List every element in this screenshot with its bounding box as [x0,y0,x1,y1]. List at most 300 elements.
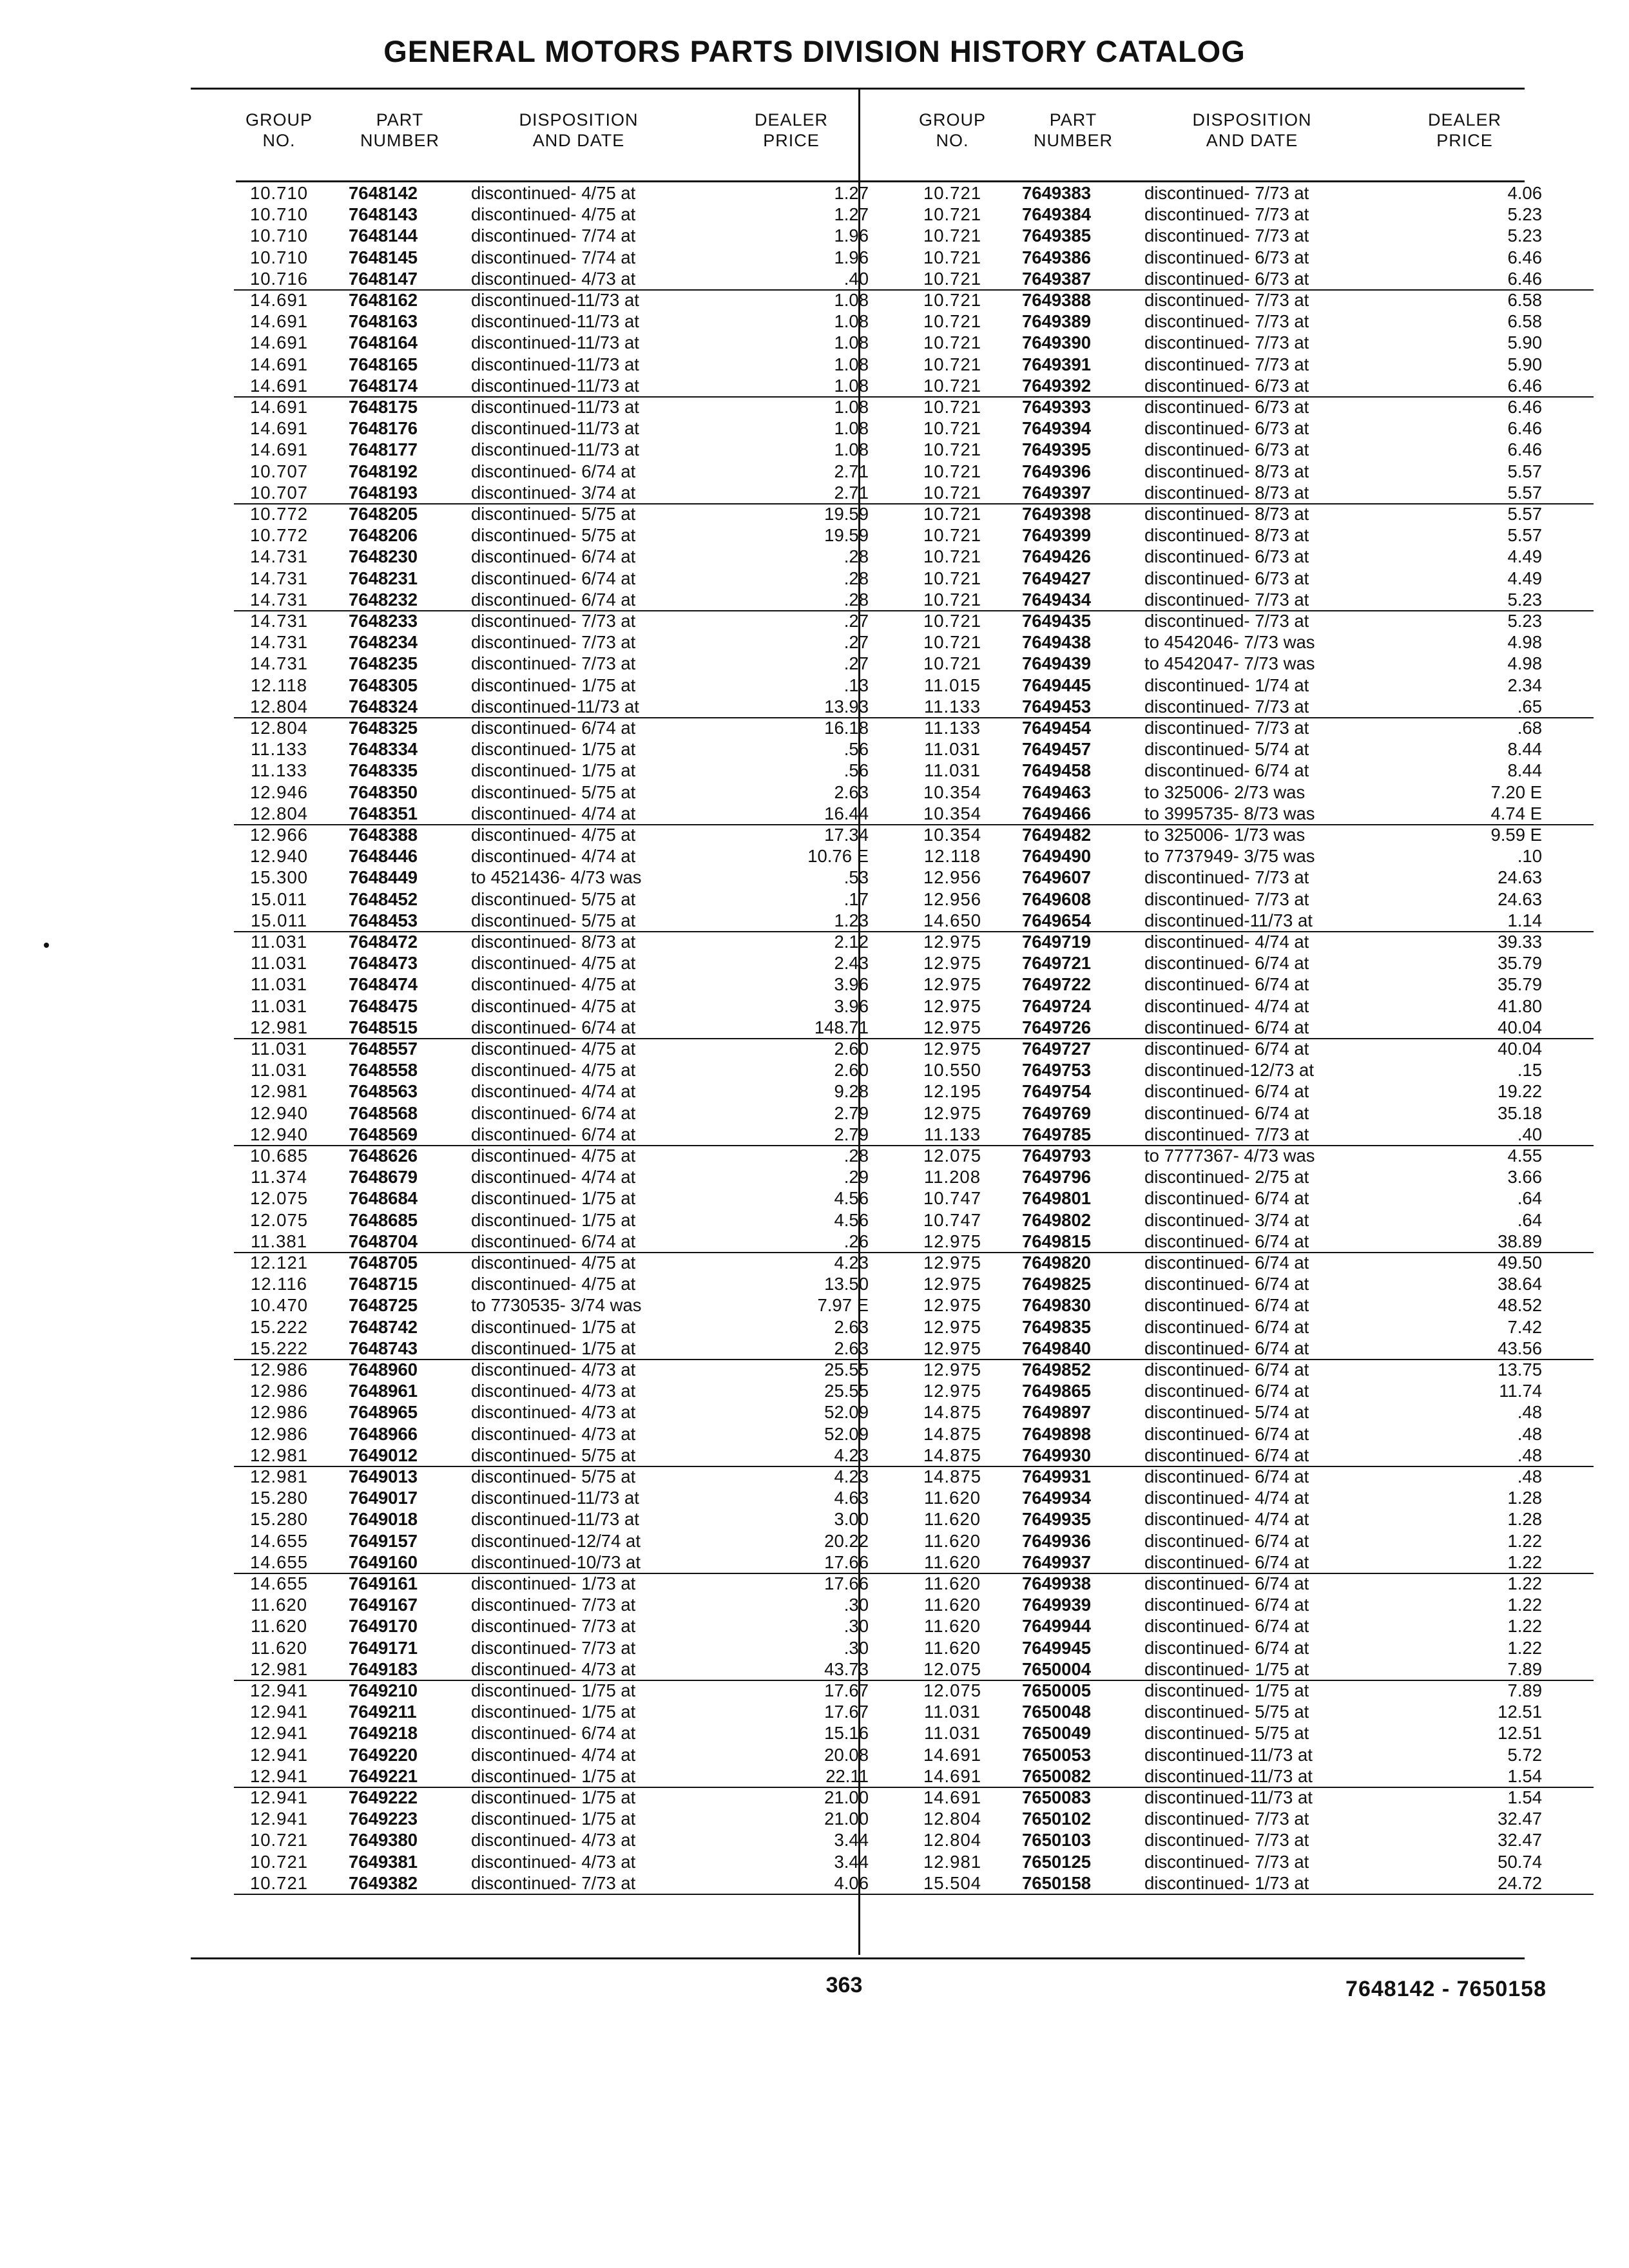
part-number: 7649830 [1022,1295,1092,1316]
disposition: discontinued- 7/73 at [1144,1851,1309,1872]
part-number: 7649210 [349,1680,418,1700]
disposition: discontinued- 5/75 at [1144,1723,1309,1744]
disposition: discontinued-11/73 at [1144,910,1313,930]
group-no: 14.875 [923,1402,982,1423]
disposition: discontinued- 6/74 at [1144,1595,1309,1615]
part-number: 7649160 [349,1552,418,1572]
dealer-price: 40.04 [1498,1039,1542,1059]
group-no: 15.300 [249,867,309,888]
table-row [907,653,1594,674]
table-row [234,1338,920,1360]
part-number: 7648474 [349,974,418,995]
disposition: discontinued- 1/75 at [471,760,636,781]
disposition: discontinued-11/73 at [471,439,639,460]
part-number: 7648206 [349,525,418,546]
part-header [347,110,453,151]
disposition: discontinued- 7/73 at [471,1616,636,1637]
disposition: discontinued- 5/75 at [1144,1702,1309,1722]
group-no: 12.975 [923,974,982,995]
disposition: discontinued- 6/74 at [1144,1445,1309,1465]
dealer-price: 35.79 [1498,974,1542,995]
table-row [907,1872,1594,1895]
disposition: discontinued-11/73 at [471,332,639,353]
table-row [234,1423,920,1445]
table-row [907,760,1594,781]
group-no: 10.716 [249,268,309,289]
disposition: discontinued- 7/73 at [1144,204,1309,225]
group-no: 14.691 [249,375,309,396]
price-header [727,110,856,151]
dealer-price: 4.49 [1507,568,1542,588]
part-number: 7649840 [1022,1338,1092,1358]
table-row [234,1765,920,1788]
part-number: 7648324 [349,696,418,716]
disposition: discontinued- 6/74 at [471,461,636,481]
dealer-price: 49.50 [1498,1253,1542,1273]
dealer-price: 5.57 [1507,504,1542,524]
dealer-price: 1.27 [834,183,869,203]
group-no: 10.721 [923,204,982,225]
dealer-price: 2.63 [834,782,869,802]
dealer-price: 4.49 [1507,546,1542,567]
table-row [234,1658,920,1681]
disposition: discontinued-11/73 at [1144,1744,1313,1765]
margin-dot [44,943,49,948]
table-row [907,1380,1594,1401]
table-row [907,1187,1594,1209]
dealer-price: 2.43 [834,953,869,974]
group-no: 10.721 [249,1872,309,1893]
dealer-price: 7.42 [1507,1316,1542,1337]
table-row [907,610,1594,631]
table-row [234,1145,920,1166]
part-number: 7649930 [1022,1445,1092,1465]
group-no: 11.031 [250,1039,308,1059]
disposition: discontinued- 6/74 at [1144,1466,1309,1486]
group-no: 10.721 [923,439,982,460]
part-number: 7649722 [1022,974,1092,995]
part-number: 7649466 [1022,803,1092,823]
part-number: 7648704 [349,1231,418,1251]
group-no: 12.981 [249,1081,309,1102]
group-no: 10.721 [923,226,982,246]
group-no: 11.374 [250,1167,308,1187]
dealer-price: 17.34 [824,825,869,845]
disposition: discontinued- 1/75 at [471,1209,636,1230]
part-number: 7648192 [349,461,418,481]
disposition-header-line2: AND DATE [532,131,625,150]
disposition: discontinued- 6/74 at [1144,1017,1309,1037]
group-header-line1: GROUP [245,110,313,130]
table-row [234,803,920,825]
disposition: discontinued- 4/74 at [1144,995,1309,1016]
dealer-price: 8.44 [1507,760,1542,781]
part-number: 7648453 [349,910,418,930]
table-row [907,1573,1594,1594]
disposition: discontinued- 5/75 at [471,782,636,802]
dealer-price: .48 [1517,1466,1542,1486]
group-no: 11.620 [923,1488,981,1508]
part-number: 7648743 [349,1338,418,1358]
part-number: 7649608 [1022,889,1092,909]
dealer-price: 32.47 [1498,1809,1542,1829]
part-number: 7649793 [1022,1146,1092,1166]
disposition: to 325006- 1/73 was [1144,825,1306,845]
part-number: 7649852 [1022,1360,1092,1379]
part-number: 7648558 [349,1060,418,1081]
disposition: discontinued- 7/73 at [1144,718,1309,738]
group-no: 12.075 [249,1209,309,1230]
part-number: 7648563 [349,1081,418,1102]
group-no: 14.691 [249,290,309,310]
disposition: discontinued- 6/73 at [1144,397,1309,417]
disposition: discontinued- 1/73 at [1144,1872,1309,1893]
disposition: discontinued- 4/73 at [471,268,636,289]
disposition: discontinued- 6/74 at [1144,1081,1309,1102]
dealer-price: 2.71 [834,482,869,503]
part-number: 7648334 [349,739,418,760]
part-number: 7650048 [1022,1702,1092,1722]
part-number: 7649393 [1022,397,1092,417]
group-no: 12.981 [923,1851,982,1872]
dealer-price: 2.34 [1507,675,1542,695]
table-row [234,1680,920,1701]
disposition: discontinued- 6/74 at [1144,1316,1309,1337]
disposition: discontinued- 6/74 at [471,1017,636,1037]
part-number: 7649183 [349,1658,418,1679]
part-number: 7648175 [349,397,418,417]
dealer-price: 6.46 [1507,268,1542,289]
dealer-price: 41.80 [1498,995,1542,1016]
dealer-price: .56 [843,739,869,760]
dealer-price: .30 [843,1637,869,1658]
table-row [234,1252,920,1273]
disposition: discontinued- 3/74 at [1144,1209,1309,1230]
part-number: 7649802 [1022,1209,1092,1230]
part-number: 7648144 [349,226,418,246]
group-no: 15.280 [249,1488,309,1508]
catalog-title: GENERAL MOTORS PARTS DIVISION HISTORY CATALOG [383,34,1246,68]
part-number: 7649898 [1022,1423,1092,1444]
dealer-price: 21.00 [824,1787,869,1807]
part-number: 7648233 [349,611,418,631]
table-row [234,1059,920,1081]
disposition: discontinued- 6/74 at [1144,1530,1309,1551]
disposition: discontinued- 6/74 at [471,1231,636,1251]
dealer-price: 4.23 [834,1466,869,1486]
group-no: 12.975 [923,1253,982,1273]
part-number: 7650102 [1022,1809,1092,1829]
price-header-line1: DEALER [754,110,829,130]
part-number: 7648569 [349,1124,418,1144]
table-row [907,568,1594,589]
disposition: discontinued- 5/74 at [1144,739,1309,760]
table-row [907,1423,1594,1445]
disposition: discontinued- 5/75 at [471,1466,636,1486]
disposition: discontinued-12/73 at [1144,1060,1314,1081]
dealer-price: 3.66 [1507,1167,1542,1187]
part-number: 7648568 [349,1102,418,1123]
dealer-price: 1.08 [834,332,869,353]
part-number: 7649388 [1022,290,1092,310]
table-row [234,524,920,546]
part-number: 7649454 [1022,718,1092,738]
table-row [234,1380,920,1401]
table-row [907,1338,1594,1360]
table-row [907,1102,1594,1124]
part-header-line2: NUMBER [1033,131,1113,150]
disposition: discontinued- 4/75 at [471,974,636,995]
part-number: 7648164 [349,332,418,353]
dealer-price: 9.59 E [1490,825,1542,845]
part-number: 7648725 [349,1295,418,1316]
part-number: 7649934 [1022,1488,1092,1508]
table-row [234,1294,920,1316]
group-no: 14.691 [249,332,309,353]
table-row [907,1787,1594,1808]
table-row [907,1273,1594,1294]
table-row [907,717,1594,738]
part-number: 7650004 [1022,1658,1092,1679]
part-number: 7648165 [349,354,418,374]
part-number: 7649387 [1022,268,1092,289]
table-row [907,1722,1594,1744]
dealer-price: .17 [843,889,869,909]
dealer-price: 5.23 [1507,611,1542,631]
dealer-price: 5.57 [1507,482,1542,503]
disposition: discontinued- 4/74 at [471,1744,636,1765]
part-number: 7648335 [349,760,418,781]
part-range: 7648142 - 7650158 [1345,1977,1547,2001]
table-row [907,1487,1594,1508]
disposition: discontinued- 7/73 at [1144,354,1309,374]
group-no: 12.118 [250,675,308,695]
table-row [234,1573,920,1594]
disposition: to 325006- 2/73 was [1144,782,1306,802]
dealer-price: .27 [843,632,869,653]
dealer-price: 7.89 [1507,1658,1542,1679]
table-row [907,675,1594,696]
dealer-price: 13.50 [824,1274,869,1294]
dealer-price: .48 [1517,1423,1542,1444]
disposition: discontinued-11/73 at [471,397,639,417]
group-no: 11.620 [923,1616,981,1637]
part-number: 7649167 [349,1595,418,1615]
dealer-price: 1.08 [834,397,869,417]
disposition: discontinued- 4/75 at [471,1039,636,1059]
group-no: 10.721 [923,461,982,481]
disposition: to 4521436- 4/73 was [471,867,642,888]
part-number: 7648234 [349,632,418,653]
part-number: 7649727 [1022,1039,1092,1059]
table-row [234,461,920,482]
group-no: 11.208 [923,1167,981,1187]
part-number: 7649018 [349,1509,418,1530]
group-no: 11.031 [250,995,308,1016]
part-number: 7649438 [1022,632,1092,653]
disposition: discontinued- 7/73 at [1144,1124,1309,1144]
group-no: 10.710 [249,183,309,203]
dealer-price: 4.06 [1507,183,1542,203]
table-row [234,845,920,867]
table-row [234,289,920,311]
disposition: discontinued- 6/74 at [471,1102,636,1123]
dealer-price: 1.28 [1507,1509,1542,1530]
dealer-price: .15 [1517,1060,1542,1081]
dealer-price: .53 [843,867,869,888]
dealer-price: .28 [843,1146,869,1166]
disposition: discontinued- 7/74 at [471,226,636,246]
disposition: discontinued- 6/74 at [471,589,636,610]
group-no: 14.691 [249,311,309,332]
dealer-price: 16.44 [824,803,869,823]
dealer-price: 5.23 [1507,226,1542,246]
part-number: 7649221 [349,1765,418,1786]
disposition: discontinued- 4/75 at [471,995,636,1016]
part-number: 7649801 [1022,1188,1092,1209]
disposition: discontinued- 7/73 at [1144,290,1309,310]
part-number: 7648145 [349,247,418,267]
part-number: 7649937 [1022,1552,1092,1572]
part-number: 7649815 [1022,1231,1092,1251]
price-header-line1: DEALER [1427,110,1502,130]
dealer-price: 1.22 [1507,1595,1542,1615]
disposition: discontinued- 7/73 at [471,632,636,653]
part-number: 7649157 [349,1530,418,1551]
disposition: discontinued- 7/73 at [1144,311,1309,332]
group-no: 10.772 [249,525,309,546]
disposition: discontinued- 4/74 at [471,846,636,867]
disposition: discontinued- 6/74 at [471,1124,636,1144]
dealer-price: 5.23 [1507,204,1542,225]
group-no: 12.075 [923,1658,982,1679]
table-row [907,931,1594,952]
dealer-price: 1.08 [834,311,869,332]
table-row [234,738,920,760]
disposition: discontinued- 1/75 at [471,1188,636,1209]
group-no: 12.075 [249,1188,309,1209]
disposition: discontinued- 5/74 at [1144,1402,1309,1423]
dealer-price: 20.22 [824,1530,869,1551]
dealer-price: 2.79 [834,1124,869,1144]
dealer-price: .29 [843,1167,869,1187]
group-no: 12.804 [249,803,309,823]
part-number: 7648472 [349,932,418,952]
group-no: 10.721 [923,354,982,374]
dealer-price: 24.63 [1498,867,1542,888]
part-number: 7648230 [349,546,418,567]
table-row [907,589,1594,611]
table-row [234,1487,920,1508]
dealer-price: 7.20 E [1490,782,1542,802]
dealer-price: 9.28 [834,1081,869,1102]
table-row [907,1316,1594,1338]
group-no: 12.986 [249,1360,309,1379]
group-no: 12.975 [923,1338,982,1358]
dealer-price: 25.55 [824,1381,869,1401]
disposition: discontinued-11/73 at [471,290,639,310]
dealer-price: 17.66 [824,1552,869,1572]
disposition: to 4542047- 7/73 was [1144,653,1315,674]
disposition: discontinued- 1/74 at [1144,675,1309,695]
dealer-price: 1.96 [834,247,869,267]
table-row [234,824,920,845]
group-no: 10.354 [923,782,982,802]
top-rule [191,88,1525,90]
group-no: 14.691 [923,1744,982,1765]
disposition: discontinued- 3/74 at [471,482,636,503]
table-row [234,1466,920,1487]
dealer-price: 43.56 [1498,1338,1542,1358]
table-row [907,889,1594,910]
dealer-price: 2.12 [834,932,869,952]
table-row [907,182,1594,204]
disposition: discontinued- 4/73 at [471,1381,636,1401]
dealer-price: 3.00 [834,1509,869,1530]
table-row [907,1701,1594,1722]
disposition: discontinued- 6/74 at [1144,1188,1309,1209]
part-number: 7649945 [1022,1637,1092,1658]
dealer-price: 2.63 [834,1316,869,1337]
group-no: 15.011 [250,889,308,909]
part-number: 7649012 [349,1445,418,1465]
table-row [907,524,1594,546]
group-no: 12.941 [249,1723,309,1744]
dealer-price: .28 [843,568,869,588]
dealer-price: 1.08 [834,418,869,439]
table-row [907,1530,1594,1552]
group-no: 12.946 [249,782,309,802]
group-no: 11.031 [250,953,308,974]
part-number: 7650082 [1022,1765,1092,1786]
table-row [234,1808,920,1829]
group-no: 11.620 [923,1509,981,1530]
disposition: discontinued- 6/74 at [1144,1552,1309,1572]
disposition: discontinued- 4/75 at [471,1274,636,1294]
dealer-price: .56 [843,760,869,781]
table-row [907,1059,1594,1081]
part-number: 7649384 [1022,204,1092,225]
dealer-price: 10.76 E [807,846,869,867]
dealer-price: .65 [1517,696,1542,716]
group-no: 10.354 [923,825,982,845]
group-no: 14.691 [923,1787,982,1807]
group-no: 11.620 [923,1595,981,1615]
part-number: 7649457 [1022,739,1092,760]
group-no: 14.655 [249,1573,309,1593]
part-number: 7649754 [1022,1081,1092,1102]
table-row [907,1508,1594,1530]
table-row [907,867,1594,888]
table-row [234,503,920,524]
part-number: 7648177 [349,439,418,460]
group-no: 12.941 [249,1809,309,1829]
part-number: 7649017 [349,1488,418,1508]
disposition: discontinued- 7/74 at [471,247,636,267]
table-row [234,354,920,375]
price-header-line2: PRICE [1436,131,1493,150]
table-row [907,503,1594,524]
part-number: 7649445 [1022,675,1092,695]
part-number: 7650005 [1022,1680,1092,1700]
part-number: 7649161 [349,1573,418,1593]
group-no: 14.691 [249,354,309,374]
group-no: 12.118 [923,846,981,867]
table-row [907,1615,1594,1637]
table-row [907,332,1594,353]
table-row [234,889,920,910]
group-no: 11.620 [250,1595,308,1615]
